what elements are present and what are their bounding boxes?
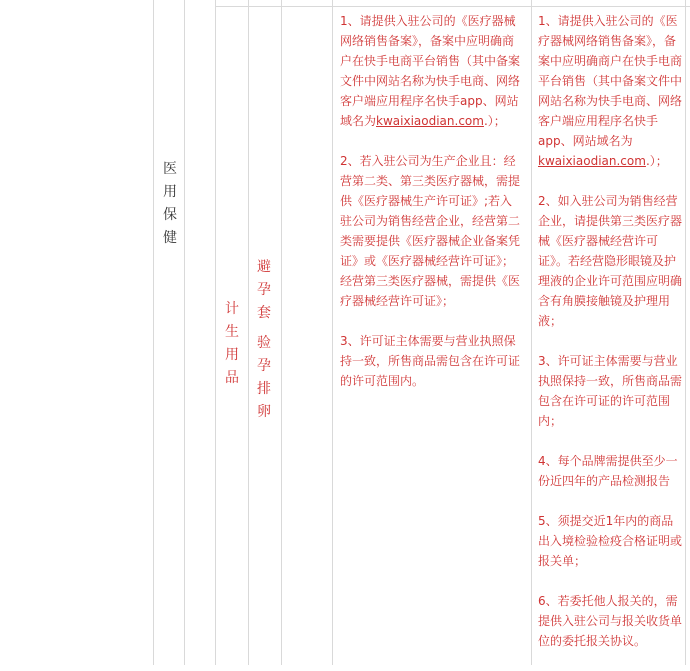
grid-line <box>248 0 249 665</box>
grid-line <box>332 0 333 665</box>
requirement-1: 1、请提供入驻公司的《医疗器械网络销售备案》，备案中应明确商户在快手电商平台销售（其中备案文件中网站名称为快手电商、网络客户端应用程序名快手app、网站域名为kwaixiaodian.com.）； <box>538 14 683 168</box>
requirement-5: 5、须提交近1年内的商品出入境检验检疫合格证明或报关单； <box>538 514 683 568</box>
requirement-3: 3、许可证主体需要与营业执照保持一致，所售商品需包含在许可证的许可范围内。 <box>340 334 521 388</box>
grid-line <box>215 0 216 665</box>
requirements-column-a <box>340 11 524 411</box>
requirement-2: 2、如入驻公司为销售经营企业，请提供第三类医疗器械《医疗器械经营许可证》。若经营隐形眼镜及护理液的企业许可范围应明确含有角膜接触镜及护理用液； <box>538 194 683 328</box>
category-label: 医用保健 <box>163 161 177 246</box>
grid-line <box>281 0 282 665</box>
website-link[interactable]: kwaixiaodian.com <box>538 154 646 168</box>
requirement-4: 4、每个品牌需提供至少一份近四年的产品检测报告 <box>538 454 678 488</box>
grid-line <box>531 0 532 665</box>
grid-line <box>215 6 690 7</box>
requirement-1: 1、请提供入驻公司的《医疗器械网络销售备案》，备案中应明确商户在快手电商平台销售（其中备案文件中网站名称为快手电商、网络客户端应用程序名快手app、网站域名为kwaixiaodian.com.）； <box>340 14 521 128</box>
website-link[interactable]: kwaixiaodian.com <box>376 114 484 128</box>
grid-line <box>184 0 185 665</box>
subcategory-label: 计生用品 <box>225 301 239 386</box>
requirement-2: 2、若入驻公司为生产企业且：经营第二类、第三类医疗器械，需提供《医疗器械生产许可证》;若入驻公司为销售经营企业，经营第二类需要提供《医疗器械企业备案凭证》或《医疗器械经营许可证》；经营第三类医疗器械，需提供《医疗器械经营许可证》； <box>340 154 521 308</box>
item-condoms: 避孕套 <box>257 259 271 321</box>
item-pregnancy-ovulation-tests: 验孕排卵 <box>257 335 271 420</box>
requirements-column-b <box>538 11 684 671</box>
grid-line <box>153 0 154 665</box>
requirement-3: 3、许可证主体需要与营业执照保持一致，所售商品需包含在许可证的许可范围内； <box>538 354 683 428</box>
grid-line <box>685 0 686 665</box>
requirement-6: 6、若委托他人报关的，需提供入驻公司与报关收货单位的委托报关协议。 <box>538 594 683 648</box>
